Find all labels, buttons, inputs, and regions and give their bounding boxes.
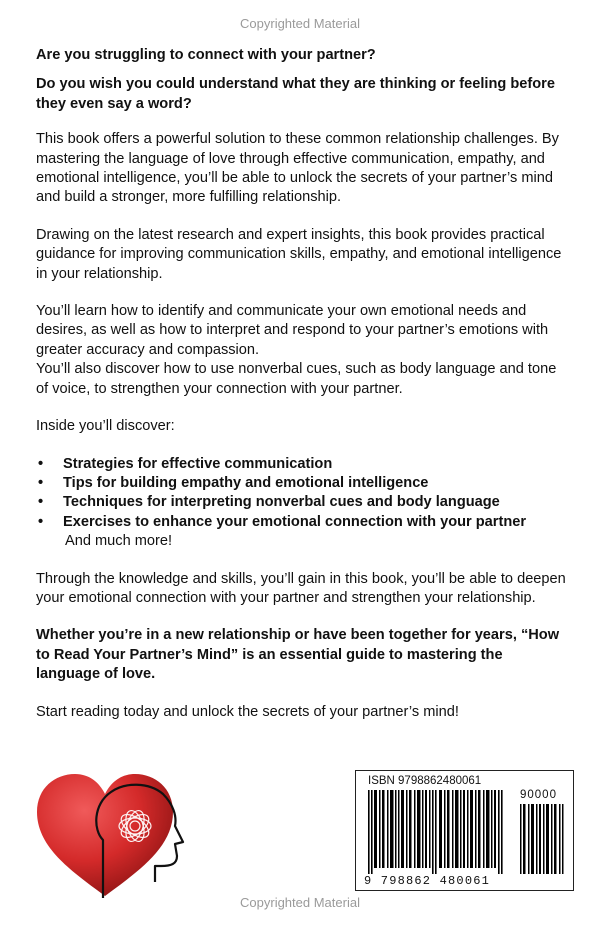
question-2: Do you wish you could understand what they are thinking or feeling before they even say a word? (36, 76, 555, 112)
isbn-label: ISBN 9798862480061 (368, 775, 482, 787)
heart-head-icon (33, 768, 193, 900)
paragraph-3a: You’ll learn how to identify and communicate your own emotional needs and desires, as well as how to interpret and respond to your partner’s emotions with greater accuracy and compassion. (36, 303, 549, 358)
list-more: And much more! (65, 533, 173, 550)
addon-digits: 90000 (520, 789, 557, 801)
ean-barcode-bars (368, 790, 508, 874)
addon-barcode-bars (520, 804, 564, 874)
list-item-text: Strategies for effective communication (63, 455, 333, 472)
paragraph-5: Whether you’re in a new relationship or have been together for years, “How to Read Your Partner’s Mind” is an essential guide to mastering the language of love. (36, 627, 560, 683)
paragraph-4: Through the knowledge and skills, you’ll gain in this book, you’ll be able to deepen your emotional connection with your partner and strengthen your relationship. (36, 570, 566, 606)
bullet-icon: • (38, 494, 44, 511)
closing-line: Start reading today and unlock the secrets of your partner’s mind! (36, 703, 459, 720)
watermark-bottom: Copyrighted Material (240, 895, 360, 910)
back-cover-blurb (36, 46, 568, 722)
bullet-icon: • (38, 513, 44, 530)
question-1: Are you struggling to connect with your partner? (36, 47, 376, 63)
isbn-barcode (355, 770, 574, 891)
bullet-icon: • (38, 455, 44, 472)
list-item-text: Tips for building empathy and emotional intelligence (63, 474, 429, 491)
paragraph-1: This book offers a powerful solution to these common relationship challenges. By mastering the language of love through effective communication, empathy, and emotional intelligence, you’ll be able to unlock the secrets of your partner’s mind and build a stronger, more fulfilling relationship. (36, 131, 559, 206)
paragraph-3b: You’ll also discover how to use nonverbal cues, such as body language and tone of voice, to strengthen your connection with your partner. (36, 361, 557, 397)
feature-list (36, 455, 568, 533)
watermark-top: Copyrighted Material (240, 16, 360, 31)
list-item (36, 474, 568, 493)
list-item (36, 455, 568, 474)
bullet-icon: • (38, 474, 44, 491)
list-intro: Inside you’ll discover: (36, 418, 175, 435)
list-item (36, 493, 568, 512)
paragraph-2: Drawing on the latest research and expert insights, this book provides practical guidance for improving communication skills, empathy, and emotional intelligence in your relationship. (36, 226, 562, 282)
list-item-text: Techniques for interpreting nonverbal cues and body language (63, 494, 500, 511)
ean-digits: 9 798862 480061 (364, 874, 491, 888)
list-item (36, 513, 568, 532)
list-item-text: Exercises to enhance your emotional connection with your partner (63, 513, 527, 530)
